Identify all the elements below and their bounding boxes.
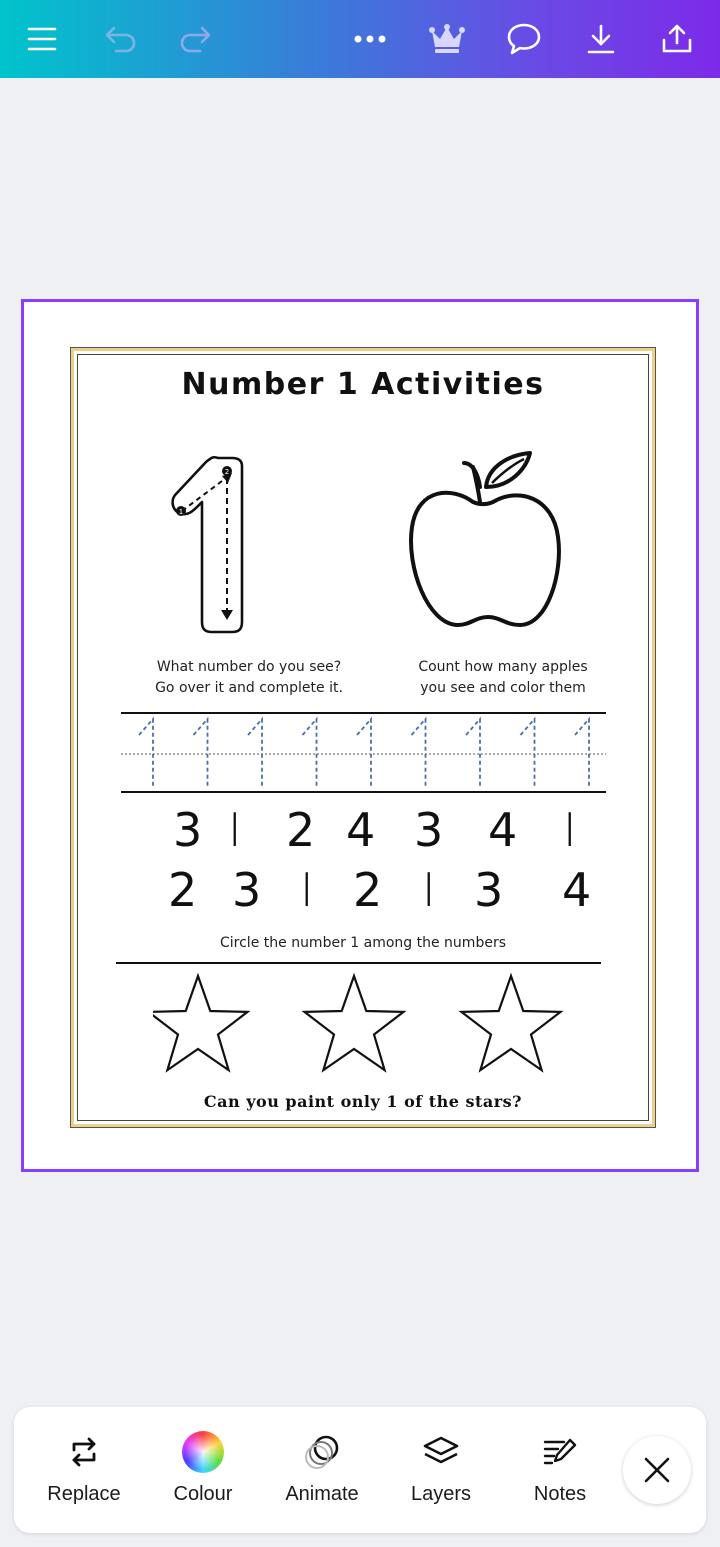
colour-label: Colour bbox=[173, 1483, 233, 1505]
trace-one-glyph bbox=[466, 719, 480, 787]
animate-icon bbox=[267, 1427, 377, 1477]
number-digit: I bbox=[563, 803, 577, 857]
trace-number-one-icon bbox=[168, 452, 268, 637]
number-digit: 4 bbox=[488, 803, 518, 857]
apple-icon bbox=[398, 447, 568, 637]
number-digit: 2 bbox=[168, 863, 198, 917]
comment-icon[interactable] bbox=[499, 14, 549, 64]
number-digit: I bbox=[228, 803, 242, 857]
stars-caption: Can you paint only 1 of the stars? bbox=[203, 1092, 523, 1111]
layers-label: Layers bbox=[410, 1483, 472, 1505]
trace-one-glyph bbox=[194, 719, 208, 787]
star-outline bbox=[153, 976, 248, 1070]
notes-button[interactable] bbox=[505, 1427, 615, 1517]
number-digit: 3 bbox=[173, 803, 203, 857]
traceable-ones-row bbox=[121, 711, 606, 796]
number-digit: 2 bbox=[286, 803, 316, 857]
layers-icon bbox=[386, 1427, 496, 1477]
selected-page[interactable] bbox=[21, 299, 699, 1172]
star-outline bbox=[305, 976, 404, 1070]
star-outline bbox=[462, 976, 561, 1070]
number-digit: 3 bbox=[232, 863, 262, 917]
replace-icon bbox=[29, 1427, 139, 1477]
trace-one-glyph bbox=[357, 719, 371, 787]
share-icon[interactable] bbox=[652, 14, 702, 64]
number-digit: 4 bbox=[562, 863, 592, 917]
layers-button[interactable] bbox=[386, 1427, 496, 1517]
number-digit: I bbox=[422, 863, 436, 917]
redo-icon[interactable] bbox=[170, 14, 220, 64]
trace-one-glyph bbox=[139, 719, 153, 787]
close-icon bbox=[643, 1456, 671, 1484]
worksheet-title: Number 1 Activities bbox=[181, 367, 545, 402]
notes-label: Notes bbox=[533, 1483, 587, 1505]
colour-wheel-icon bbox=[148, 1427, 258, 1477]
right-caption: Count how many apples you see and color them bbox=[418, 659, 588, 696]
stars-group bbox=[153, 970, 583, 1080]
worksheet bbox=[70, 347, 656, 1128]
divider-line bbox=[116, 961, 601, 965]
bottom-tool-panel bbox=[14, 1407, 706, 1533]
crown-icon[interactable] bbox=[422, 14, 472, 64]
notes-icon bbox=[505, 1427, 615, 1477]
number-digit: 3 bbox=[414, 803, 444, 857]
number-digit: 3 bbox=[474, 863, 504, 917]
numbers-row-1 bbox=[78, 803, 649, 859]
colour-button[interactable] bbox=[148, 1427, 258, 1517]
trace-one-glyph bbox=[303, 719, 317, 787]
circle-caption: Circle the number 1 among the numbers bbox=[220, 935, 506, 951]
menu-icon[interactable] bbox=[17, 14, 67, 64]
close-button[interactable] bbox=[623, 1436, 691, 1504]
replace-button[interactable] bbox=[29, 1427, 139, 1517]
replace-label: Replace bbox=[47, 1483, 121, 1505]
animate-button[interactable] bbox=[267, 1427, 377, 1517]
top-toolbar bbox=[0, 0, 720, 78]
undo-icon[interactable] bbox=[96, 14, 146, 64]
trace-one-glyph bbox=[575, 719, 589, 787]
svg-text:1: 1 bbox=[178, 508, 184, 516]
more-icon[interactable] bbox=[345, 14, 395, 64]
number-digit: 2 bbox=[353, 863, 383, 917]
download-icon[interactable] bbox=[576, 14, 626, 64]
trace-one-glyph bbox=[412, 719, 426, 787]
numbers-row-2 bbox=[78, 863, 649, 919]
worksheet-inner bbox=[77, 354, 649, 1121]
trace-one-glyph bbox=[521, 719, 535, 787]
animate-label: Animate bbox=[285, 1483, 359, 1505]
svg-text:2: 2 bbox=[224, 468, 230, 476]
number-digit: 4 bbox=[346, 803, 376, 857]
left-caption: What number do you see? Go over it and complete it. bbox=[155, 659, 343, 696]
trace-one-glyph bbox=[248, 719, 262, 787]
number-digit: I bbox=[300, 863, 314, 917]
